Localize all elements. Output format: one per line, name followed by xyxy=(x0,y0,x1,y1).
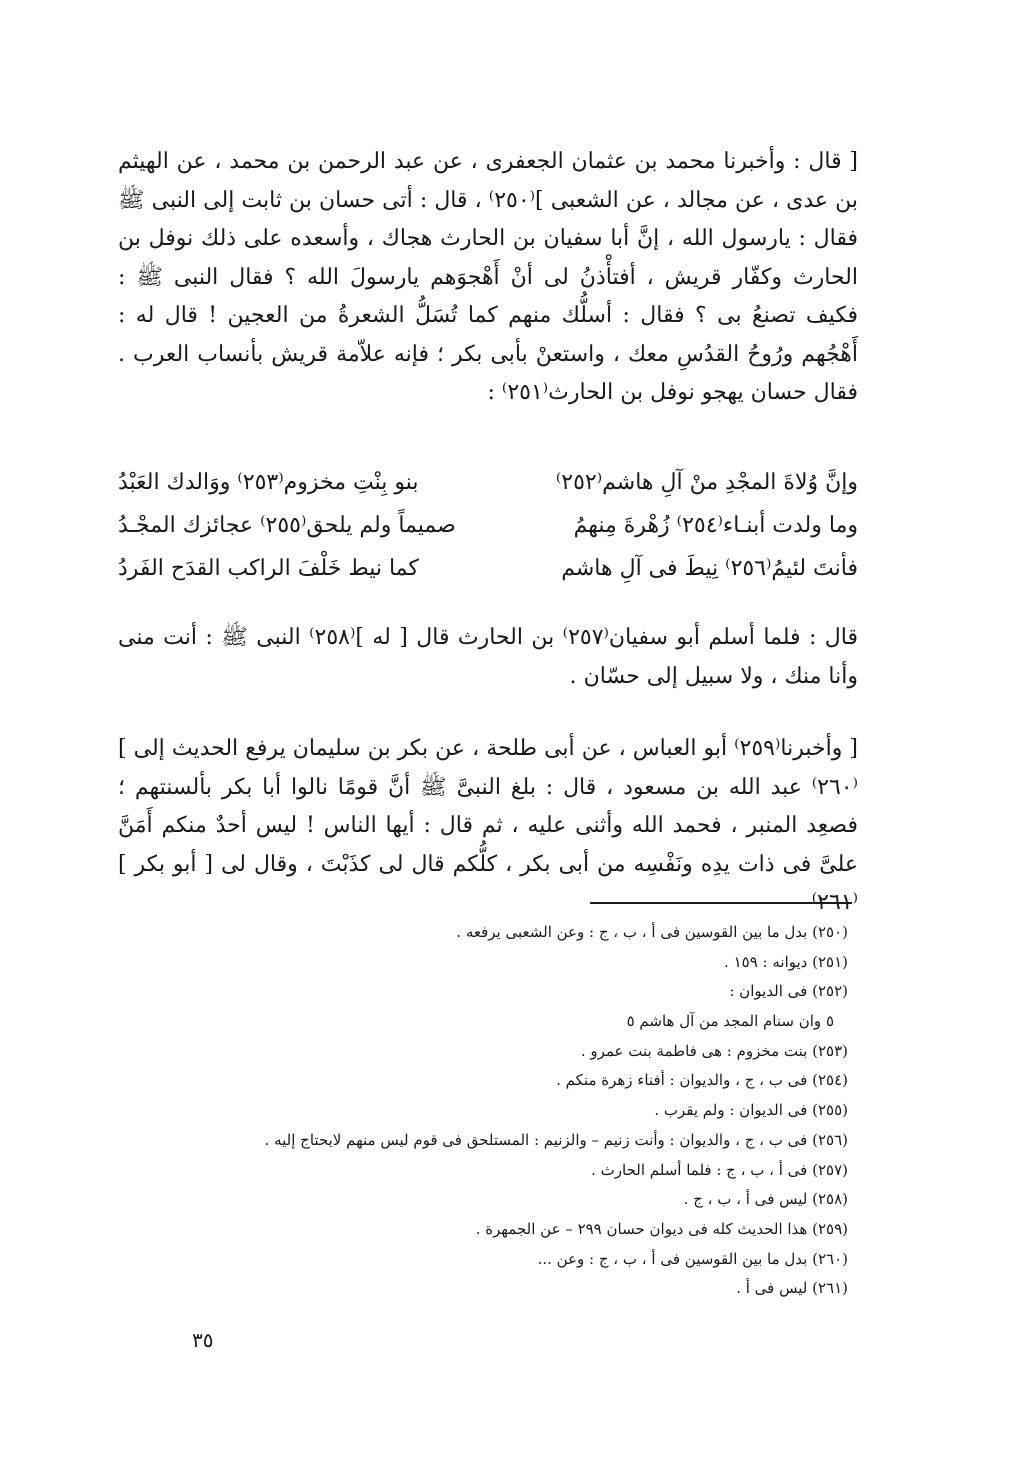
footnotes xyxy=(118,918,848,1304)
paragraph-abu-sufyan: قال : فلما أسلم أبو سفيان⁽٢٥٧⁾ بن الحارث قال [ له ]⁽٢٥٨⁾ النبى ﷺ : أنت منى وأنا منك ، ولا سبيل إلى حسّان . xyxy=(118,625,858,689)
verse-line xyxy=(118,470,858,514)
page-number: ٣٥ xyxy=(192,1328,214,1352)
verse-first-hemistich: وما ولدت أبنـاء⁽٢٥٤⁾ زُهْرةَ مِنهمُ xyxy=(573,513,858,538)
footnote-item: (٢٥١) ديوانه : ١٥٩ . xyxy=(724,952,848,971)
verse-line xyxy=(118,513,858,557)
footnote-item: (٢٥٠) بدل ما بين القوسين فى أ ، ب ، ج : وعن الشعبى يرفعه . xyxy=(456,923,848,941)
verse-second-hemistich: صميماً ولم يلحق⁽٢٥٥⁾ عجائزك المجْـدُ xyxy=(118,513,456,538)
footnote-item: (٢٦١) ليس فى أ . xyxy=(736,1279,848,1298)
footnote-item: (٢٥٧) فى أ ، ب ، ج : فلما أسلم الحارث . xyxy=(591,1160,848,1179)
verse-first-hemistich: فأنتَ لئيمُ⁽٢٥٦⁾ نِيطَ فى آلِ هاشم xyxy=(561,556,858,581)
footnote-item: (٢٥٥) فى الديوان : ولم يقرب . xyxy=(654,1101,848,1120)
paragraph-hadith-hassan: [ قال : وأخبرنا محمد بن عثمان الجعفرى ، عن عبد الرحمن بن محمد ، عن الهيثم بن عدى ، عن مجالد ، عن الشعبى ]⁽٢٥٠⁾ ، قال : أتى حسان بن ثابت إلى النبى ﷺ فقال : يارسول الله ، إنَّ أبا سفيان بن الحارث هجاك ، وأسعده على ذلك نوفل بن الحارث وكفّار قريش ، أفتأْذنُ لى أنْ أَهْجوَهم يارسولَ الله ؟ فقال النبى ﷺ : فكيف تصنعُ بى ؟ فقال : أسلُّك منهم كما تُسَلُّ الشعرةُ من العجين ! قال له : أَهْجُهم ورُوحُ القدُسِ معك ، واستعنْ بأبى بكر ؛ فإنه علاّمة قريش بأنساب العرب . فقال حسان يهجو نوفل بن الحارث⁽٢٥١⁾ : xyxy=(118,149,858,405)
footnote-item: (٢٥٩) هذا الحديث كله فى ديوان حسان ٢٩٩ – عن الجمهرة . xyxy=(475,1219,848,1238)
footnote-item: (٢٦٠) بدل ما بين القوسين فى أ ، ب ، ج : وعن ... xyxy=(537,1249,848,1268)
footnote-verse: ٥ وان سنام المجد من آل هاشم ٥ xyxy=(626,1012,834,1031)
verse-second-hemistich: بنو بِنْتِ مخزوم⁽٢٥٣⁾ ووَالدك العَبْدُ xyxy=(118,470,419,495)
footnote-item: (٢٥٤) فى ب ، ج ، والديوان : أفناء زهرة منكم . xyxy=(556,1071,848,1090)
verse-first-hemistich: وإنَّ وُلاةَ المجْدِ منْ آلِ هاشم⁽٢٥٢⁾ xyxy=(555,470,858,495)
footnote-item: (٢٥٨) ليس فى أ ، ب ، ج . xyxy=(683,1190,848,1209)
footnote-item: (٢٥٣) بنت مخزوم : هى فاطمة بنت عمرو . xyxy=(580,1041,848,1060)
paragraph-abu-bakr: [ وأخبرنا⁽٢٥٩⁾ أبو العباس ، عن أبى طلحة ، عن بكر بن سليمان يرفع الحديث إلى ]⁽٢٦٠⁾ عبد الله بن مسعود ، قال : بلغ النبىَّ ﷺ أنَّ قومًا نالوا أبا بكر بألسنتهم ؛ فصعِد المنبر ، فحمد الله وأثنى عليه ، ثم قال : أيها الناس ! ليس أحدٌ منكم أَمَنَّ علىَّ فى ذات يدِه ونَفْسِه من أبى بكر ، كلُّكم قال لى كذَبْتَ ، وقال لى [ أبو بكر ]⁽٢٦١⁾ xyxy=(118,736,858,915)
footnote-item: (٢٥٢) فى الديوان : xyxy=(729,982,848,1001)
verse-line xyxy=(118,556,858,600)
verse-second-hemistich: كما نيط خَلْفَ الراكب القدَح الفَردُ xyxy=(118,556,419,581)
footnote-item: (٢٥٦) فى ب ، ج ، والديوان : وأنت زنيم – والزنيم : المستلحق فى قوم ليس منهم لايحتاج إليه . xyxy=(264,1130,848,1149)
footnote-separator xyxy=(590,902,852,904)
